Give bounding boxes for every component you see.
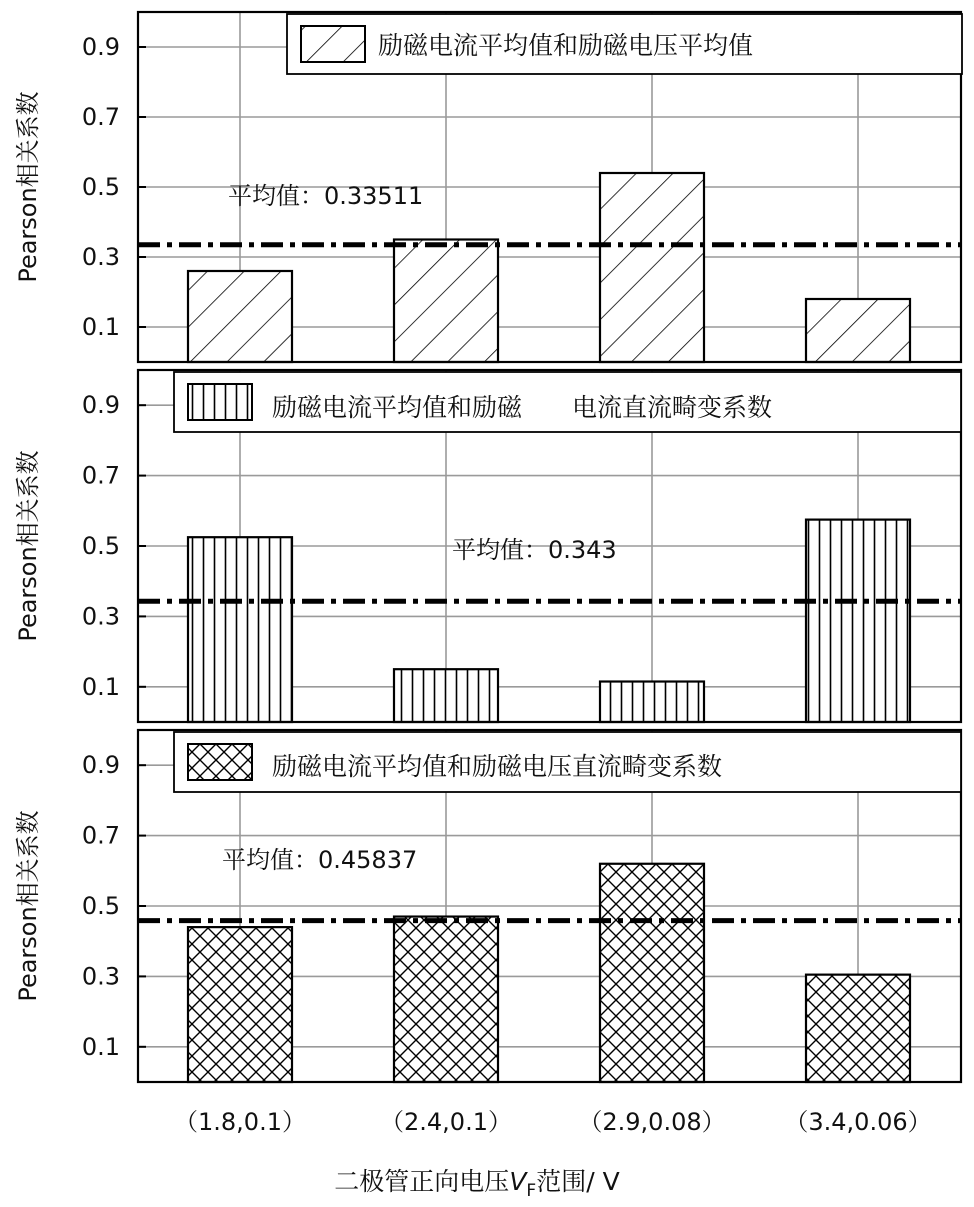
y-tick-label: 0.5	[81, 892, 120, 920]
y-axis-title: Pearson相关系数	[14, 810, 42, 1002]
y-tick-label: 0.9	[81, 391, 120, 420]
bar	[806, 520, 910, 722]
legend-label: 励磁电流平均值和励磁电压平均值	[378, 31, 754, 60]
y-axis-title: Pearson相关系数	[14, 450, 42, 642]
y-tick-label: 0.5	[81, 532, 120, 560]
x-axis-title: 二极管正向电压$V_F$范围/ V	[334, 1167, 620, 1201]
x-tick-label: （1.8,0.1）	[174, 1108, 306, 1136]
bar	[188, 927, 292, 1082]
bar	[394, 240, 498, 363]
legend-swatch	[301, 26, 365, 62]
legend-label: 励磁电流平均值和励磁 电流直流畸变系数	[272, 393, 773, 422]
x-tick-label: （2.4,0.1）	[380, 1108, 512, 1136]
chart-panel-2	[14, 370, 961, 722]
y-tick-label: 0.3	[81, 243, 120, 271]
bar	[806, 975, 910, 1082]
y-tick-label: 0.3	[81, 602, 120, 631]
mean-value-label: 平均值：0.45837	[222, 846, 418, 874]
x-tick-label: （3.4,0.06）	[784, 1108, 932, 1136]
bar	[188, 537, 292, 722]
bar	[394, 917, 498, 1082]
bar	[394, 669, 498, 722]
legend	[174, 732, 961, 792]
y-tick-label: 0.3	[81, 962, 120, 991]
bar	[188, 271, 292, 362]
y-tick-label: 0.1	[81, 313, 120, 341]
y-tick-label: 0.9	[81, 751, 120, 780]
legend	[287, 14, 962, 74]
chart-panel-1	[14, 12, 962, 362]
y-tick-label: 0.7	[81, 461, 120, 490]
chart-panel-3	[14, 730, 961, 1082]
y-axis-title: Pearson相关系数	[14, 91, 42, 283]
bar	[600, 173, 704, 362]
mean-value-label: 平均值：0.343	[452, 536, 617, 564]
legend-swatch	[188, 384, 252, 420]
x-tick-label: （2.9,0.08）	[578, 1108, 726, 1136]
y-tick-label: 0.1	[81, 672, 120, 701]
bar	[806, 299, 910, 362]
x-axis-tick-labels	[174, 1108, 932, 1136]
bar	[600, 682, 704, 722]
mean-value-label: 平均值：0.33511	[228, 182, 424, 210]
legend-label: 励磁电流平均值和励磁电压直流畸变系数	[272, 752, 723, 781]
bar	[600, 864, 704, 1082]
legend	[174, 372, 961, 432]
y-tick-label: 0.1	[81, 1032, 120, 1061]
y-tick-label: 0.7	[81, 821, 120, 850]
y-tick-label: 0.9	[81, 33, 120, 61]
legend-swatch	[188, 744, 252, 780]
y-tick-label: 0.5	[81, 173, 120, 201]
y-tick-label: 0.7	[81, 103, 120, 131]
